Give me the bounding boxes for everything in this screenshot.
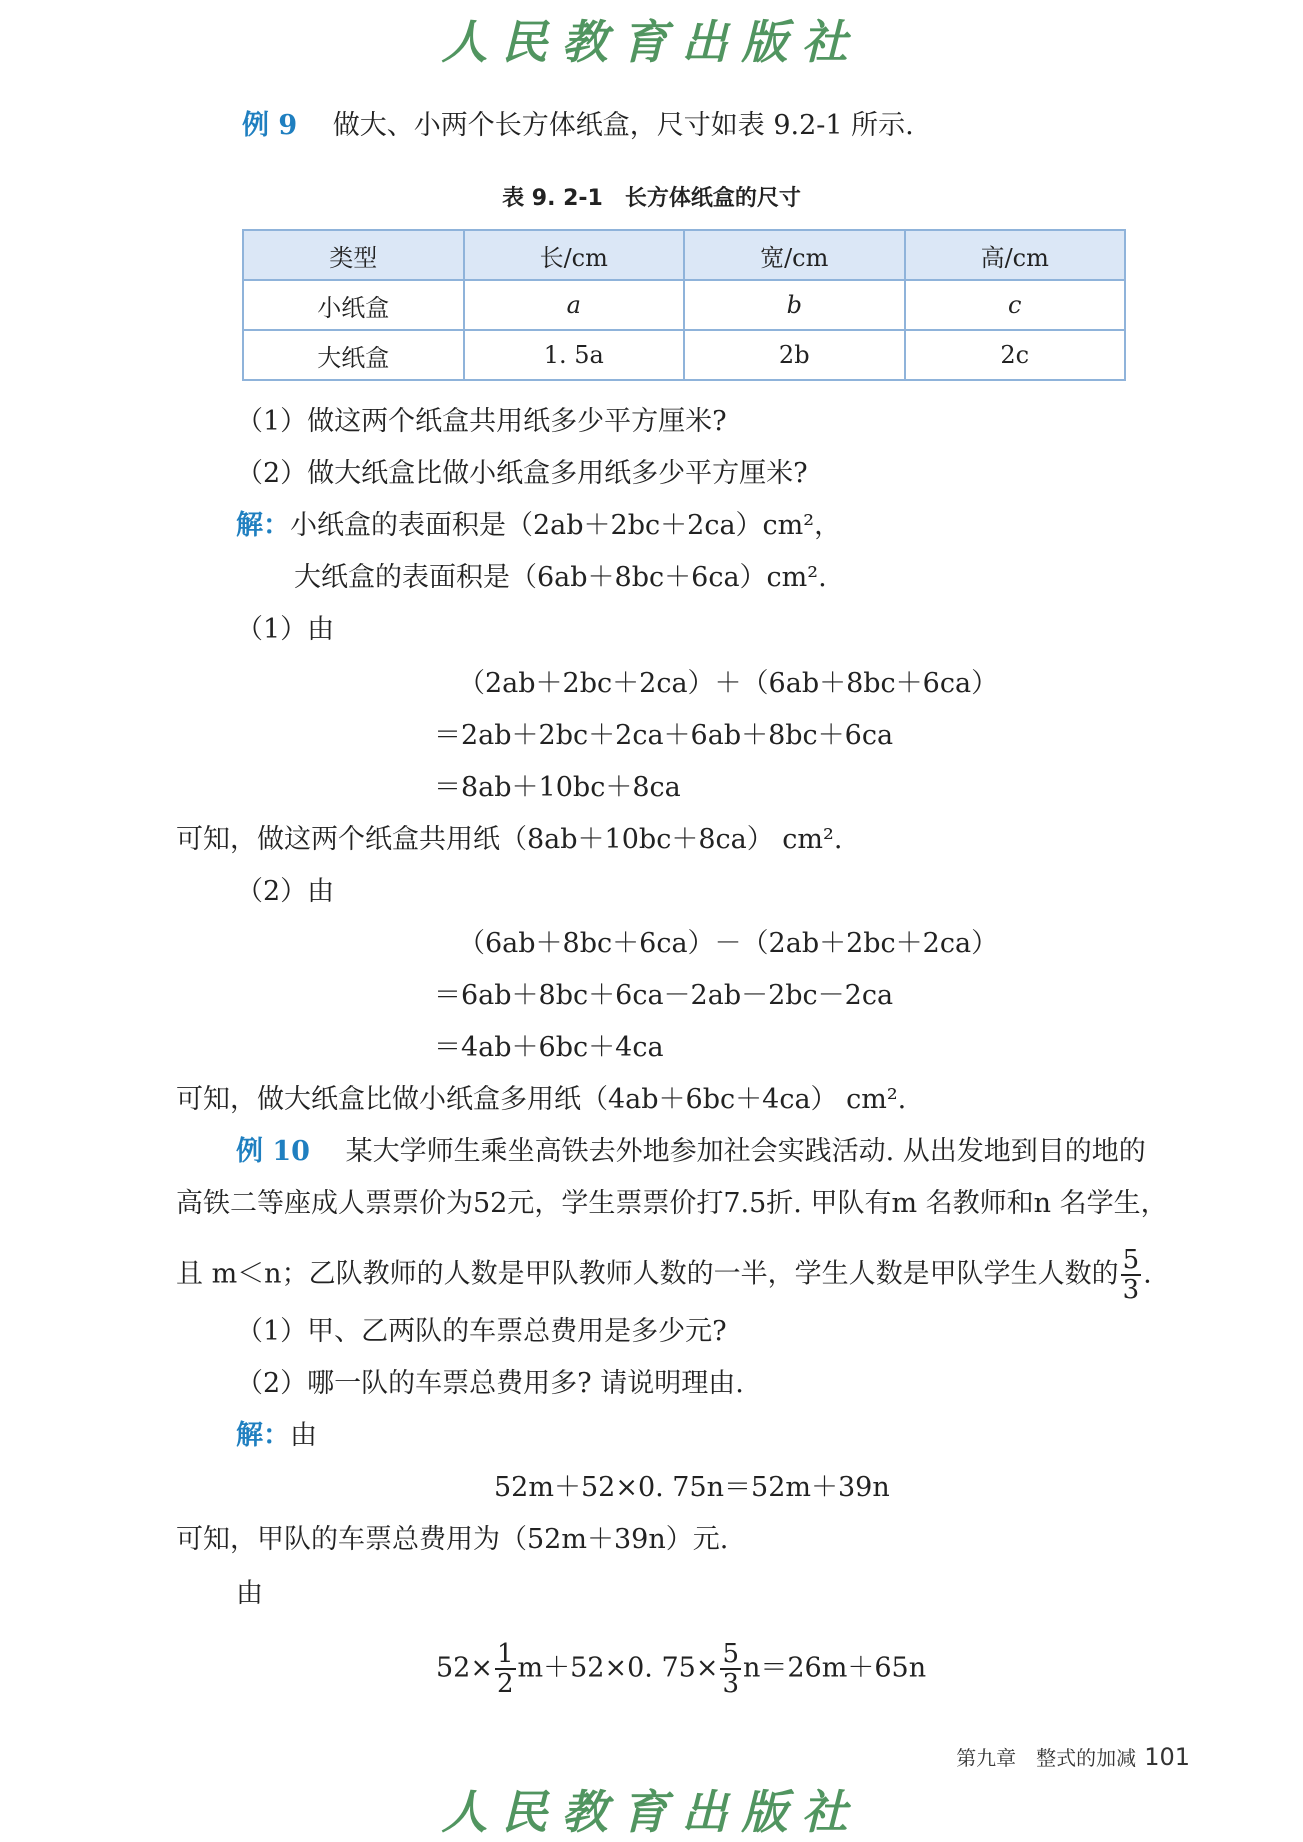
solution-2-text: 由 — [290, 1420, 317, 1451]
fraction-five-thirds — [720, 1640, 741, 1698]
table-row — [243, 330, 1125, 380]
part-1-by: （1）由 — [236, 614, 335, 645]
table-row — [243, 280, 1125, 330]
equation-2-line: （6ab＋8bc＋6ca）－（2ab＋2bc＋2ca） — [458, 928, 999, 959]
example-10-line-3-text: 且 m＜n；乙队教师的人数是甲队教师人数的一半，学生人数是甲队学生人数的 — [176, 1258, 1119, 1290]
fraction-numerator: 1 — [496, 1639, 514, 1669]
table-caption: 表 9. 2-1 长方体纸盒的尺寸 — [502, 186, 801, 211]
table-header-cell: 宽/cm — [684, 230, 905, 280]
table-cell: 大纸盒 — [243, 330, 464, 380]
question-3: （1）甲、乙两队的车票总费用是多少元? — [236, 1316, 727, 1347]
table-cell: 小纸盒 — [243, 280, 464, 330]
conclusion-3: 可知，甲队的车票总费用为（52m＋39n）元. — [176, 1524, 729, 1555]
table-cell: c — [905, 280, 1126, 330]
solution-line-1 — [236, 508, 841, 544]
table-header-cell: 高/cm — [905, 230, 1126, 280]
equation-1-line: ＝2ab＋2bc＋2ca＋6ab＋8bc＋6ca — [434, 720, 894, 751]
fraction-denominator: 2 — [496, 1669, 514, 1699]
example-10-label: 例 10 — [236, 1136, 310, 1167]
table-header-cell: 长/cm — [464, 230, 685, 280]
page-number: 101 — [1144, 1743, 1190, 1771]
table-cell: 1. 5a — [464, 330, 685, 380]
table-header-row — [243, 230, 1125, 280]
fraction-one-half — [495, 1640, 516, 1698]
example-10-line-3 — [176, 1246, 1152, 1304]
publisher-watermark-bottom: 人民教育出版社 — [441, 1785, 862, 1839]
solution-text: 小纸盒的表面积是（2ab＋2bc＋2ca）cm²， — [290, 510, 842, 541]
fraction-five-thirds — [1121, 1246, 1142, 1304]
page-footer — [956, 1742, 1190, 1771]
example-10-text: 某大学师生乘坐高铁去外地参加社会实践活动. 从出发地到目的地的 — [345, 1136, 1146, 1167]
equation-3: 52m＋52×0. 75n＝52m＋39n — [494, 1472, 890, 1503]
equation-1-line: ＝8ab＋10bc＋8ca — [434, 772, 681, 803]
equation-2-line: ＝4ab＋6bc＋4ca — [434, 1032, 664, 1063]
conclusion-1: 可知，做这两个纸盒共用纸（8ab＋10bc＋8ca） cm². — [176, 824, 843, 855]
table-cell: 2b — [684, 330, 905, 380]
example-10-line-2: 高铁二等座成人票票价为52元，学生票票价打7.5折. 甲队有m 名教师和n 名学生， — [176, 1188, 1168, 1219]
example-9-text: 做大、小两个长方体纸盒，尺寸如表 9.2-1 所示. — [332, 110, 914, 141]
equation-4-part: n＝26m＋65n — [742, 1652, 927, 1684]
example-9-label: 例 9 — [242, 110, 298, 141]
question-4: （2）哪一队的车票总费用多? 请说明理由. — [236, 1368, 744, 1399]
equation-1-line: （2ab＋2bc＋2ca）＋（6ab＋8bc＋6ca） — [458, 668, 999, 699]
by-4: 由 — [236, 1578, 263, 1609]
fraction-numerator: 5 — [1122, 1245, 1140, 1275]
fraction-numerator: 5 — [722, 1639, 739, 1669]
solution-label: 解： — [236, 1420, 290, 1451]
solution-line-2: 大纸盒的表面积是（6ab＋8bc＋6ca）cm². — [294, 562, 827, 593]
equation-4-part: m＋52×0. 75× — [517, 1652, 719, 1684]
part-2-by: （2）由 — [236, 876, 335, 907]
equation-4-part: 52× — [436, 1652, 493, 1684]
equation-2-line: ＝6ab＋8bc＋6ca－2ab－2bc－2ca — [434, 980, 894, 1011]
table-cell: 2c — [905, 330, 1126, 380]
solution-2 — [236, 1418, 317, 1454]
conclusion-2: 可知，做大纸盒比做小纸盒多用纸（4ab＋6bc＋4ca） cm². — [176, 1084, 907, 1115]
table-cell: a — [464, 280, 685, 330]
table-cell: b — [684, 280, 905, 330]
question-2: （2）做大纸盒比做小纸盒多用纸多少平方厘米? — [236, 458, 808, 489]
example-10-period: . — [1143, 1258, 1152, 1290]
publisher-watermark-top: 人民教育出版社 — [441, 15, 862, 69]
fraction-denominator: 3 — [1122, 1275, 1140, 1305]
question-1: （1）做这两个纸盒共用纸多少平方厘米? — [236, 406, 727, 437]
dimensions-table — [242, 229, 1126, 381]
fraction-denominator: 3 — [722, 1669, 739, 1699]
table-header-cell: 类型 — [243, 230, 464, 280]
chapter-title: 第九章 整式的加减 — [956, 1746, 1137, 1770]
example-9 — [242, 108, 914, 144]
solution-label: 解： — [236, 510, 290, 541]
equation-4 — [436, 1640, 926, 1698]
example-10-line-1 — [236, 1134, 1146, 1170]
